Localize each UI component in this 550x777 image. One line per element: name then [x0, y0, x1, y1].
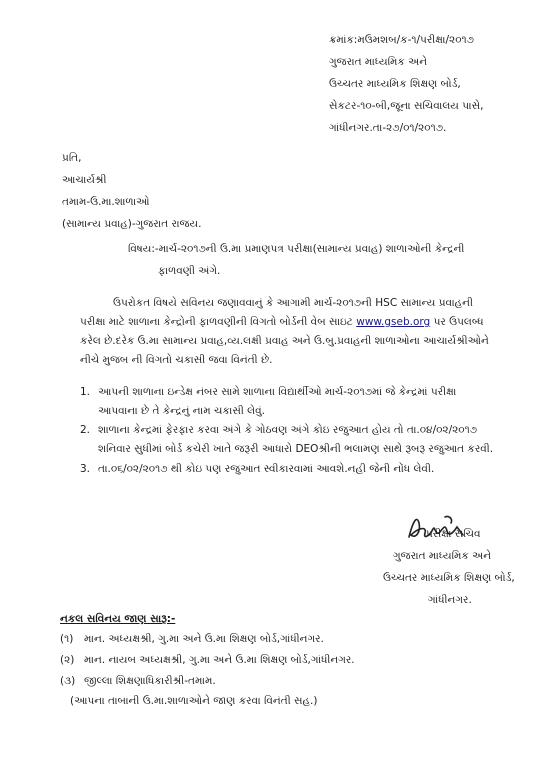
body-line2 [80, 316, 484, 329]
copy-item-text: માન. અધ્યક્ષશ્રી, ગુ.મા અને ઉ.મા શિક્ષણ બોર્ડ,ગાંધીનગર. [84, 633, 324, 645]
body-line1: ઉપરોકત વિષયે સવિનય જણાવવાનું કે આગામી માર્ચ-૨૦૧૭ની HSC સામાન્ય પ્રવાહની [113, 297, 473, 309]
list-item-line1: શાળાના કેન્દ્રમાં ફેરફાર કરવા અંગે કે ગોઠવણ અંગે કોઇ રજુઆત હોય તો તા.૦૪/૦૨/૨૦૧૭ [98, 424, 478, 436]
list-item-number: 1. [80, 386, 91, 398]
header-org-line2: ઉચ્ચતર માધ્યમિક શિક્ષણ બોર્ડ, [329, 78, 461, 90]
body-line2-text-b: પર ઉપલબ્ધ [433, 316, 484, 328]
list-item-line2: આપવાના છે તે કેન્દ્રનું નામ ચકાસી લેવું. [98, 405, 266, 417]
reference-number: ક્રમાંક:મઉમશબ/ક-૧/પરીક્ષા/૨૦૧૭ [329, 34, 474, 46]
recipient-line2: તમામ-ઉ.મા.શાળાઓ [62, 196, 150, 208]
subject-line2: ફાળવણી અંગે. [158, 265, 221, 277]
header-place-date: ગાંધીનગર.તા-૨૭/૦૧/૨૦૧૭. [329, 122, 447, 134]
website-link[interactable]: www.gseb.org [356, 316, 431, 328]
copy-item-text: માન. નાયબ અધ્યક્ષશ્રી, ગુ.મા અને ઉ.મા શિક્ષણ બોર્ડ,ગાંધીનગર. [84, 654, 355, 666]
signature-title: પરીક્ષા સચિવ [426, 528, 481, 540]
recipient-line1: આચાર્યશ્રી [62, 174, 107, 186]
header-address: સેકટર-૧૦-બી,જૂના સચિવાલય પાસે, [329, 100, 484, 112]
body-line4: નીચે મુજબ ની વિગતો ચકાસી જવા વિનંતી છે. [80, 354, 273, 366]
body-line2-text-a: પરીક્ષા માટે શાળાના કેન્દ્રોની ફાળવણીની વિગતો બોર્ડની વેબ સાઇટ [80, 316, 353, 328]
body-line3: કરેલ છે.દરેક ઉ.મા સામાન્ય પ્રવાહ,વ્ય.લક્ષી પ્રવાહ અને ઉ.બુ.પ્રવાહની શાળાઓના આચાર્યશ્રીઓને [80, 335, 489, 347]
signature-place: ગાંધીનગર. [428, 594, 472, 606]
subject-line1: વિષય:-માર્ચ-૨૦૧૭ની ઉ.મા પ્રમાણપત્ર પરીક્ષા(સામાન્ય પ્રવાહ) શાળાઓની કેન્દ્રની [128, 243, 465, 255]
copy-item-number: (૧) [60, 633, 74, 645]
signature-org-line2: ઉચ્ચતર માધ્યમિક શિક્ષણ બોર્ડ, [383, 572, 515, 584]
list-item-number: 2. [80, 424, 91, 436]
list-item-number: 3. [80, 463, 91, 475]
recipient-to: પ્રતિ, [62, 152, 82, 164]
recipient-line3: (સામાન્ય પ્રવાહ)-ગુજરાત રાજય. [62, 218, 202, 230]
signature-org-line1: ગુજરાત માધ્યમિક અને [393, 550, 492, 562]
list-item-line1: તા.૦૬/૦૨/૨૦૧૭ થી કોઇ પણ રજુઆત સ્વીકારવામાં આવશે.નહી જેની નોંધ લેવી. [98, 463, 435, 475]
copy-note: (આપના તાબાની ઉ.મા.શાળાઓને જાણ કરવા વિનંતી સહ.) [70, 695, 318, 707]
copy-heading: નકલ સવિનય જાણ સારૂ:- [60, 613, 176, 625]
copy-item-text: જીલ્લા શિક્ષણાધિકારીશ્રી-તમામ. [84, 675, 216, 687]
copy-item-number: (૩) [60, 675, 76, 687]
copy-item-number: (૨) [60, 654, 75, 666]
list-item-line1: આપની શાળાના ઇન્ડેક્ષ નંબર સામે શાળાના વિદ્યાર્થીઓ માર્ચ-૨૦૧૭માં જે કેન્દ્રમાં પરીક્ષા [98, 386, 457, 398]
header-org-line1: ગુજરાત માધ્યમિક અને [329, 56, 428, 68]
list-item-line2: શનિવાર સુધીમાં બોર્ડ કચેરી ખાતે જરૂરી આધારો DEOશ્રીની ભલામણ સાથે રૂબરૂ રજુઆત કરવી. [98, 443, 494, 455]
